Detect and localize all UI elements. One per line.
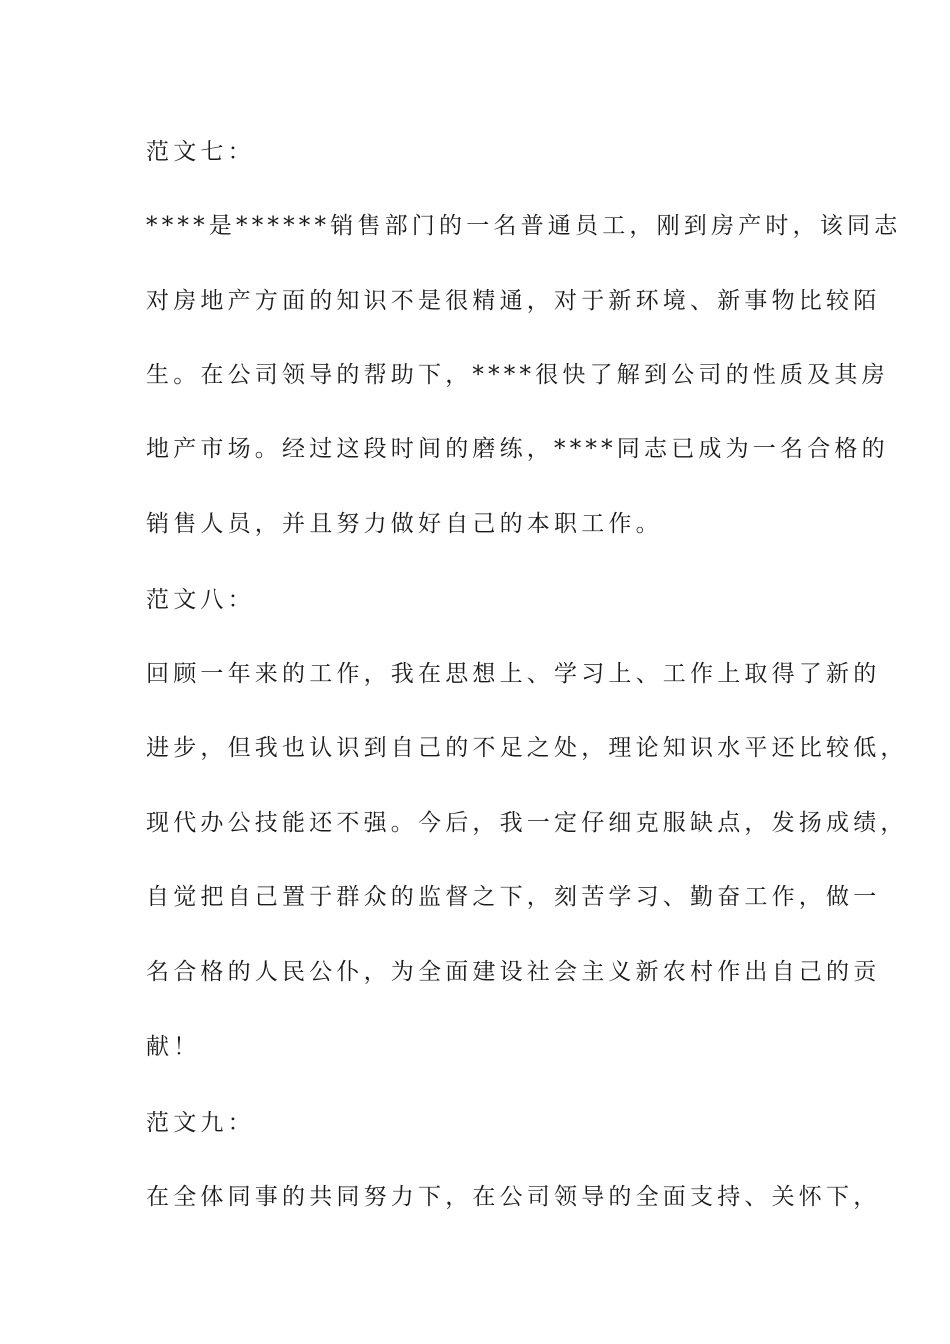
paragraph-line: 对房地产方面的知识不是很精通，对于新环境、新事物比较陌 xyxy=(146,288,881,314)
heading-sample-9: 范文九： xyxy=(146,1110,255,1136)
paragraph-line: 销售人员，并且努力做好自己的本职工作。 xyxy=(146,511,663,537)
paragraph-line: 名合格的人民公仆，为全面建设社会主义新农村作出自己的贡 xyxy=(146,959,881,985)
paragraph-line: 进步，但我也认识到自己的不足之处，理论知识水平还比较低， xyxy=(146,735,908,761)
paragraph-line: 地产市场。经过这段时间的磨练，****同志已成为一名合格的 xyxy=(146,436,889,462)
heading-sample-8: 范文八： xyxy=(146,587,255,613)
paragraph-line: 献！ xyxy=(146,1034,201,1060)
paragraph-line: 生。在公司领导的帮助下，****很快了解到公司的性质及其房 xyxy=(146,362,889,388)
heading-sample-7: 范文七： xyxy=(146,139,255,165)
paragraph-line: 自觉把自己置于群众的监督之下，刻苦学习、勤奋工作，做一 xyxy=(146,884,881,910)
paragraph-line: 现代办公技能还不强。今后，我一定仔细克服缺点，发扬成绩， xyxy=(146,810,908,836)
paragraph-line: 在全体同事的共同努力下，在公司领导的全面支持、关怀下， xyxy=(146,1184,881,1210)
paragraph-line: 回顾一年来的工作，我在思想上、学习上、工作上取得了新的 xyxy=(146,661,881,687)
paragraph-line: ****是******销售部门的一名普通员工，刚到房产时，该同志 xyxy=(146,213,902,239)
